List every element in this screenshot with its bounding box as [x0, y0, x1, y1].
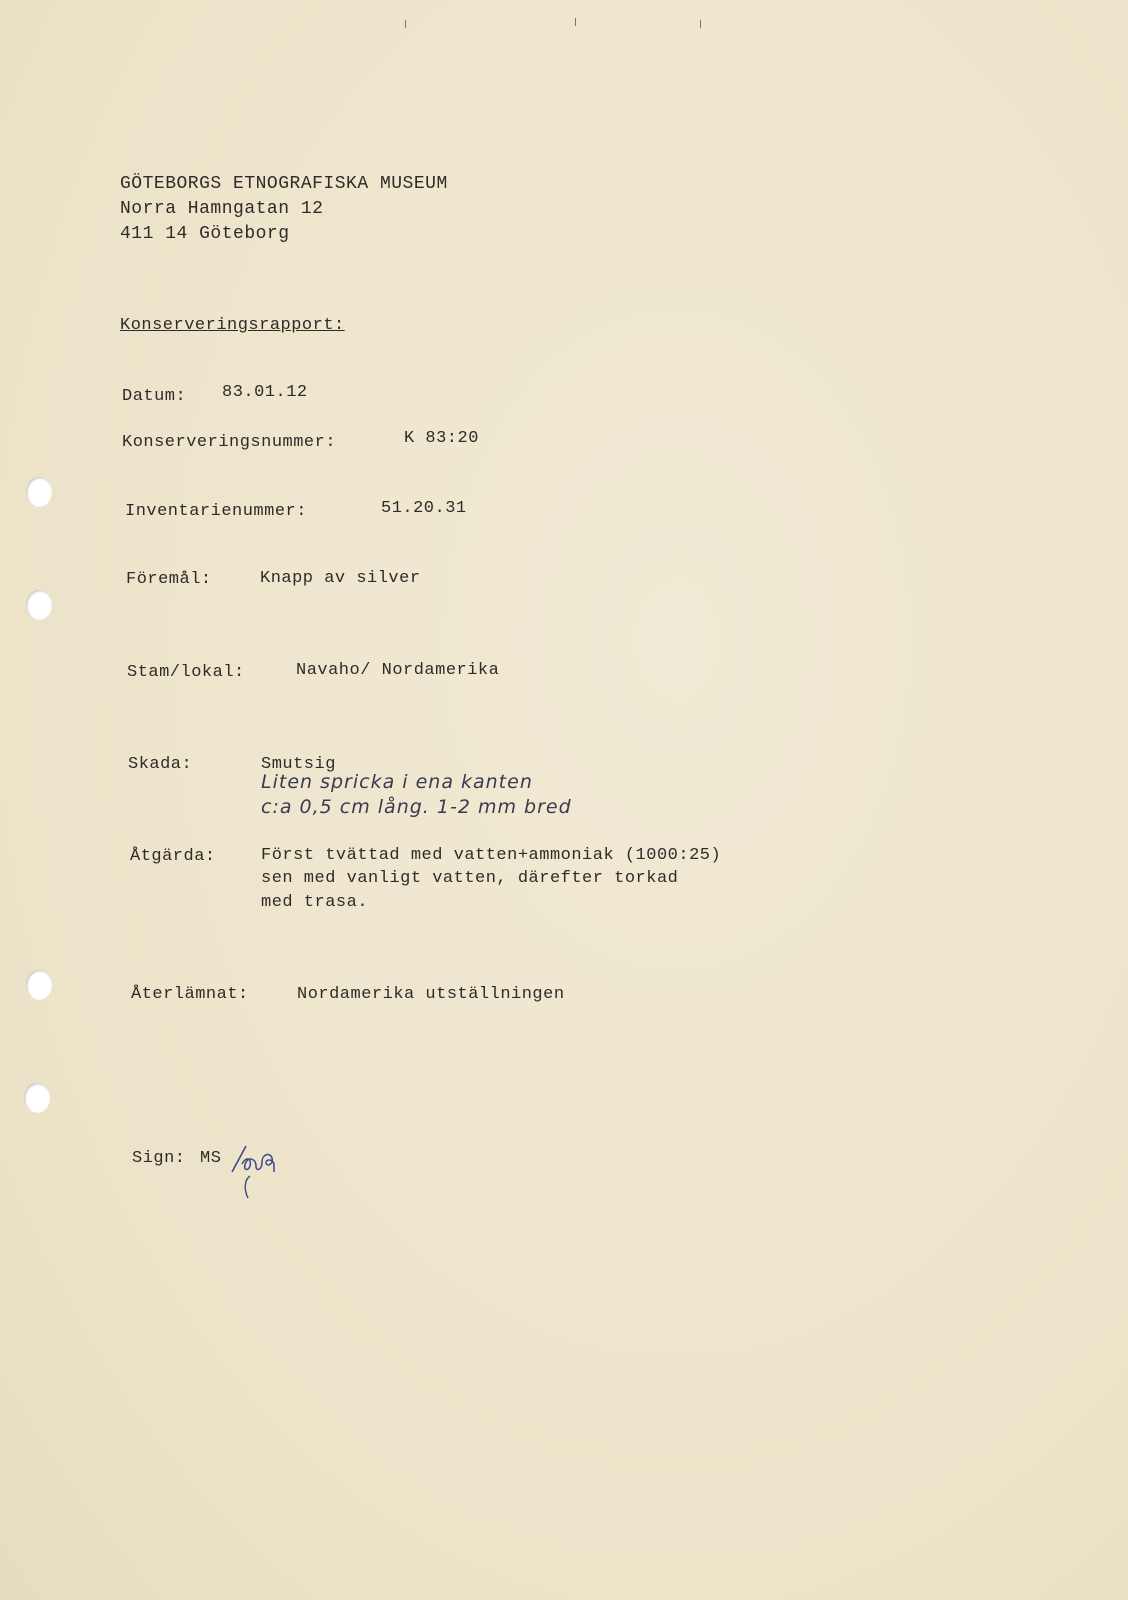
- margin-mark: [405, 20, 406, 28]
- stam-lokal-value: Navaho/ Nordamerika: [296, 661, 500, 680]
- atgarda-label: Åtgärda:: [130, 847, 216, 866]
- sign-label: Sign:: [132, 1149, 186, 1168]
- museum-city: 411 14 Göteborg: [120, 224, 290, 244]
- aterlamnat-value: Nordamerika utställningen: [297, 985, 565, 1004]
- margin-mark: [700, 20, 701, 28]
- foremal-value: Knapp av silver: [260, 569, 421, 588]
- inventarienummer-value: 51.20.31: [381, 499, 467, 518]
- punch-hole: [26, 590, 52, 620]
- museum-name: GÖTEBORGS ETNOGRAFISKA MUSEUM: [120, 174, 448, 194]
- sign-value: MS: [200, 1149, 222, 1168]
- konserveringsnummer-value: K 83:20: [404, 429, 479, 448]
- aterlamnat-label: Återlämnat:: [131, 985, 249, 1004]
- konserveringsnummer-label: Konserveringsnummer:: [122, 433, 337, 452]
- punch-hole: [24, 1083, 50, 1113]
- report-title: Konserveringsrapport:: [120, 316, 345, 335]
- skada-label: Skada:: [128, 755, 193, 774]
- stam-lokal-label: Stam/lokal:: [127, 663, 245, 682]
- inventarienummer-label: Inventarienummer:: [125, 502, 307, 521]
- datum-label: Datum:: [122, 387, 187, 406]
- margin-mark: [575, 18, 576, 26]
- museum-street: Norra Hamngatan 12: [120, 199, 324, 219]
- datum-value: 83.01.12: [222, 383, 308, 402]
- punch-hole: [26, 970, 52, 1000]
- foremal-label: Föremål:: [126, 570, 212, 589]
- atgarda-line1: Först tvättad med vatten+ammoniak (1000:25): [261, 846, 722, 865]
- atgarda-line2: sen med vanligt vatten, därefter torkad: [261, 869, 679, 888]
- skada-handwritten-line2: c:a 0,5 cm lång. 1-2 mm bred: [261, 796, 572, 818]
- atgarda-line3: med trasa.: [261, 893, 369, 912]
- skada-handwritten-line1: Liten spricka i ena kanten: [261, 771, 533, 793]
- punch-hole: [26, 477, 52, 507]
- handwritten-signature: [228, 1142, 288, 1202]
- skada-value: Smutsig: [261, 755, 336, 774]
